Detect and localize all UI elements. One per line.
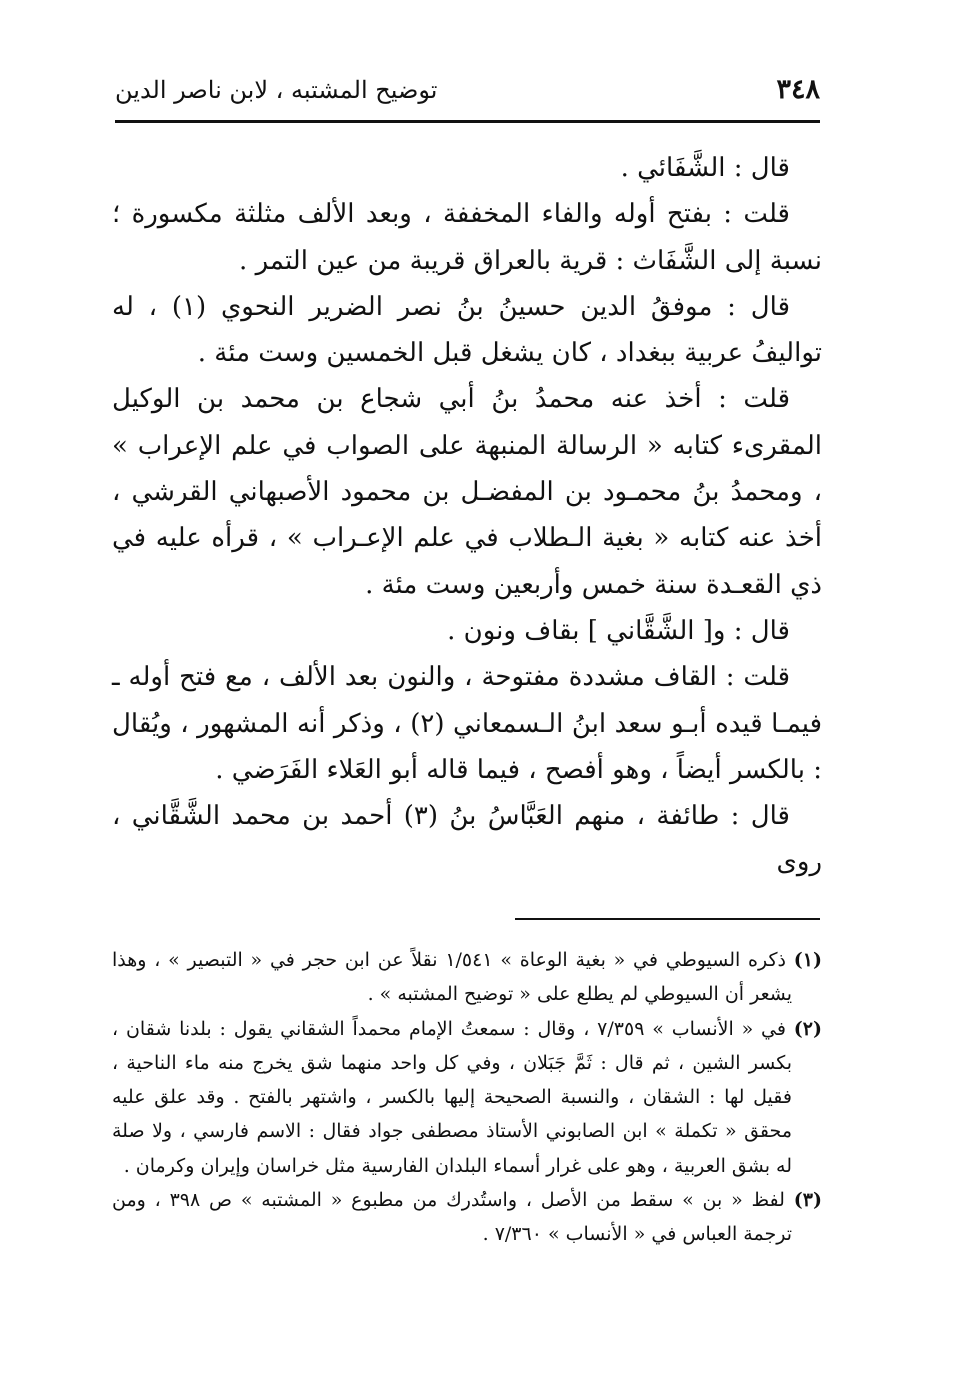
footnotes	[112, 943, 822, 1252]
header-rule	[115, 120, 820, 123]
paragraph-2: قلت : بفتح أوله والفاء المخففة ، وبعد الألف مثلثة مكسورة ؛ نسبة إلى الشَّفَاث : قرية بالعراق قريبة من عين التمر .	[112, 199, 822, 276]
main-text	[112, 145, 822, 886]
footnote-2	[112, 1012, 822, 1183]
paragraph-6: قلت : القاف مشددة مفتوحة ، والنون بعد الألف ، مع فتح أوله ـ فيمـا قيده أبـو سعد ابنُ الـسمعاني (٢) ، وذكر أنه المشهور ، ويُقال : بالكسر أيضاً ، وهو أفصح ، فيما قاله أبو العَلاء الفَرَضي .	[112, 662, 822, 785]
footnote-3-number: (٣)	[793, 1189, 823, 1212]
page-number: ٣٤٨	[776, 74, 820, 105]
footnote-2-number: (٢)	[793, 1017, 823, 1040]
paragraph-5: قال : و[ الشَّقَّاني ] بقاف ونون .	[447, 615, 790, 646]
footnote-separator	[515, 918, 820, 920]
paragraph-1: قال : الشَّفَائي .	[620, 153, 790, 183]
footnote-1-text: ذكره السيوطي في « بغية الوعاة » ١/٥٤١ نقلاً عن ابن حجر في « التبصير » ، وهذا يشعر أن السيوطي لم يطلع على « توضيح المشتبه » .	[112, 949, 792, 1006]
page-header	[115, 70, 820, 114]
footnote-2-text: في « الأنساب » ٧/٣٥٩ ، وقال : سمعتُ الإمام محمداً الشقاني يقول : بلدنا شقان ، بكسر الشين ، ثم قال : ثَمَّ جَبَلان ، وفي كل واحد منهما شق يخرج منه ماء الناحية ، فقيل لها : الشقان ، والنسبة الصحيحة إليها بالكسر ، واشتهر بالفتح . وقد علق عليه محقق « تكملة » ابن الصابوني الأستاذ مصطفى جواد فقال : الاسم فارسي ، ولا صلة له بشق العربية ، وهو على غرار أسماء البلدان الفارسية مثل خراسان وإيران وكرمان .	[112, 1017, 792, 1177]
footnote-3	[112, 1183, 822, 1252]
paragraph-4: قلت : أخذ عنه محمدُ بنُ أبي شجاع بن محمد بن الوكيل المقرىء كتابه « الرسالة المنبهة على الصواب في علم الإعراب » ، ومحمدُ بنُ محمـود بن المفضـل بن محمود الأصبهاني القرشي ، أخذ عنه كتابه « بغية الـطلاب في علم الإعـراب » ، قرأه عليه في ذي القعـدة سنة خمس وأربعين وست مئة .	[112, 384, 822, 600]
footnote-1-number: (١)	[793, 949, 822, 971]
paragraph-3: قال : موفقُ الدين حسينُ بنُ نصر الضرير النحوي (١) ، له تواليفُ عربية ببغداد ، كان يشغل قبل الخمسين وست مئة .	[112, 291, 822, 369]
footnote-3-text: لفظ « بن » سقط من الأصل ، واستُدرك من مطبوع « المشتبه » ص ٣٩٨ ، ومن ترجمة العباس في « الأنساب » ٧/٣٦٠ .	[112, 1189, 792, 1246]
paragraph-7: قال : طائفة ، منهم العَبَّاسُ بنُ (٣) أحمد بن محمد الشَّقَّاني ، روى	[112, 801, 822, 878]
running-title: توضيح المشتبه ، لابن ناصر الدين	[115, 76, 438, 104]
footnote-1	[112, 943, 822, 1012]
